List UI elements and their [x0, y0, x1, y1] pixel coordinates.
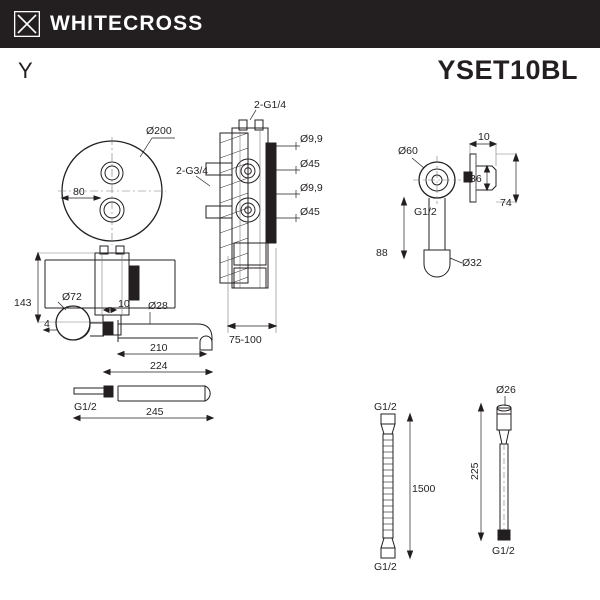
label-section-hole3: Ø9,9: [300, 182, 323, 194]
svg-text:1500: 1500: [412, 483, 436, 495]
svg-text:Ø32: Ø32: [462, 257, 482, 269]
label-side-projection: 4: [44, 318, 50, 330]
svg-text:10: 10: [118, 298, 130, 310]
svg-text:210: 210: [150, 342, 168, 354]
label-section-top-thread: 2-G1/4: [254, 99, 287, 111]
svg-text:Ø72: Ø72: [62, 291, 82, 303]
label-section-side-thread: 2-G3/4: [176, 165, 209, 177]
label-section-hole2: Ø45: [300, 158, 320, 170]
svg-text:245: 245: [146, 406, 164, 418]
label-handshower-length: 225: [469, 462, 481, 480]
svg-text:Ø60: Ø60: [398, 145, 418, 157]
thermostatic-mixer-section-view: [196, 110, 300, 333]
label-side-height: 143: [14, 297, 32, 309]
wall-shower-holder-view: [398, 131, 519, 277]
label-holder-drop: 88: [376, 247, 388, 259]
label-handshower-thread: G1/2: [492, 545, 515, 557]
hand-shower-view: [479, 384, 517, 540]
series-letter: Y: [18, 58, 33, 83]
model-code: YSET10BL: [437, 55, 578, 85]
svg-text:224: 224: [150, 360, 168, 372]
label-hose-bottom-thread: G1/2: [374, 561, 397, 573]
svg-text:Ø26: Ø26: [496, 384, 516, 396]
svg-text:74: 74: [500, 197, 512, 209]
technical-drawing-canvas: [0, 98, 600, 600]
wall-spout-views: [56, 291, 213, 421]
label-section-hole1: Ø9,9: [300, 133, 323, 145]
svg-text:Ø28: Ø28: [148, 300, 168, 312]
label-section-depth: 75-100: [229, 334, 262, 346]
header-bar: [0, 0, 600, 48]
label-front-width: 80: [73, 186, 85, 198]
label-hose-top-thread: G1/2: [374, 401, 397, 413]
label-front-diameter: Ø200: [146, 125, 172, 137]
svg-text:10: 10: [478, 131, 490, 143]
svg-text:G1/2: G1/2: [74, 401, 97, 413]
svg-text:36: 36: [470, 173, 482, 185]
brand-name: WHITECROSS: [50, 12, 204, 35]
svg-text:G1/2: G1/2: [414, 206, 437, 218]
shower-hose-view: [381, 414, 436, 558]
label-section-hole4: Ø45: [300, 206, 320, 218]
whitecross-logo-icon: [14, 11, 40, 37]
